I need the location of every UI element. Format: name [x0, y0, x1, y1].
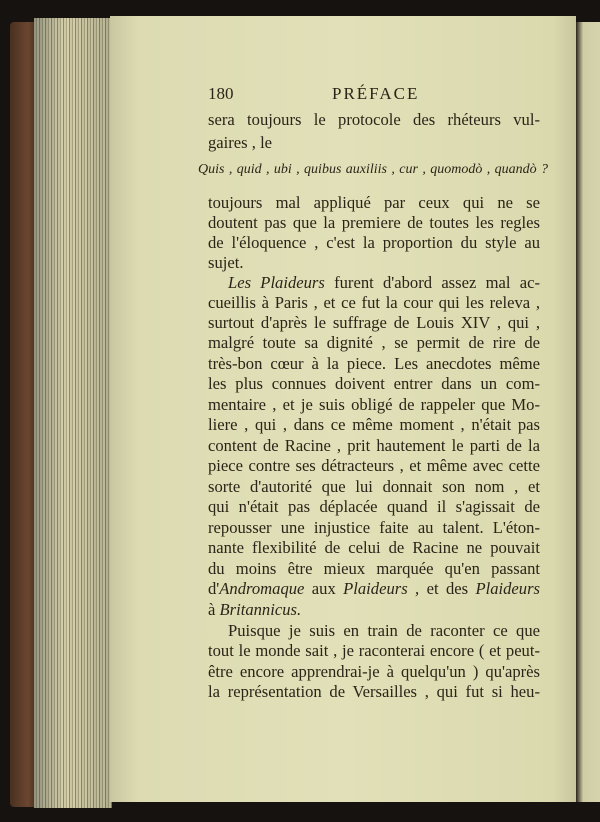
text-segment: du moins être mieux marquée qu'en passant	[208, 559, 540, 578]
text-segment: être encore apprendrai-je à quelqu'un ) qu'après	[208, 662, 540, 681]
text-line	[208, 621, 540, 641]
text-line	[208, 374, 540, 394]
text-line	[208, 436, 540, 456]
text-line	[208, 110, 540, 130]
text-segment: liere , qui , dans ce même moment , n'était pas	[208, 415, 540, 434]
text-segment: sorte d'autorité que lui donnait son nom , et	[208, 477, 540, 496]
text-segment: la représentation de Versailles , qui fut si heu-	[208, 682, 540, 701]
text-segment: cueillis à Paris , et ce fut la cour qui les releva ,	[208, 293, 540, 312]
text-line	[208, 253, 540, 273]
text-segment: piece contre ses détracteurs , et même avec cette	[208, 456, 540, 475]
facing-page-edge	[576, 22, 600, 802]
text-segment: de l'éloquence , c'est la proportion du style au	[208, 233, 540, 252]
text-line	[208, 456, 540, 476]
text-line	[208, 354, 540, 374]
text-line	[208, 313, 540, 333]
text-line	[208, 273, 540, 293]
running-header	[208, 84, 540, 106]
text-segment: sera toujours le protocole des rhéteurs vul-	[208, 110, 540, 129]
text-line	[208, 559, 540, 579]
italic-text: Plaideurs	[475, 579, 540, 598]
text-segment: d'	[208, 579, 220, 598]
text-segment: doutent pas que la premiere de toutes les regles	[208, 213, 540, 232]
text-line	[208, 233, 540, 253]
text-line	[208, 133, 540, 153]
italic-text: Les Plaideurs	[228, 273, 325, 292]
italic-text: Britannicus.	[219, 600, 302, 619]
text-line	[208, 415, 540, 435]
text-segment: toujours mal appliqué par ceux qui ne se	[208, 193, 540, 212]
text-segment: content de Racine , prit hautement le parti de la	[208, 436, 540, 455]
text-segment: sujet.	[208, 253, 244, 272]
latin-quotation	[198, 160, 548, 180]
text-segment: qui n'était pas déplacée quand il s'agissait de	[208, 497, 540, 516]
text-segment: malgré toute sa dignité , se permit de rire de	[208, 333, 540, 352]
text-line	[208, 662, 540, 682]
text-segment: nante flexibilité de celui de Racine ne pouvait	[208, 538, 540, 557]
text-segment: repousser une injustice faite au talent. L'éton-	[208, 518, 540, 537]
italic-text: Plaideurs ,	[343, 579, 420, 598]
text-segment: tout le monde sait , je raconterai encore ( et peut-	[208, 641, 540, 660]
text-segment: Puisque je suis en train de raconter ce que	[228, 621, 540, 640]
text-segment: surtout d'après le suffrage de Louis XIV , qui ,	[208, 313, 540, 332]
text-line	[208, 333, 540, 353]
text-line	[208, 682, 540, 702]
page-number: 180	[208, 84, 234, 103]
text-segment: et des	[419, 579, 476, 598]
text-line	[208, 193, 540, 213]
text-segment: furent d'abord assez mal ac-	[324, 273, 540, 292]
text-line	[208, 497, 540, 517]
text-segment: gaires , le	[208, 133, 273, 152]
text-line	[208, 477, 540, 497]
page-stack-shade	[34, 18, 112, 808]
text-line	[208, 600, 540, 620]
text-line	[208, 395, 540, 415]
text-line	[208, 579, 540, 599]
running-title: PRÉFACE	[332, 84, 420, 103]
text-segment: mentaire , et je suis obligé de rappeler que Mo-	[208, 395, 540, 414]
text-line	[208, 518, 540, 538]
italic-text: Andromaque	[219, 579, 305, 598]
text-segment: les plus connues doivent entrer dans un com-	[208, 374, 540, 393]
text-line	[208, 641, 540, 661]
text-segment: à	[208, 600, 220, 619]
text-segment: très-bon cœur à la piece. Les anecdotes même	[208, 354, 540, 373]
text-segment: aux	[304, 579, 344, 598]
text-line	[208, 293, 540, 313]
text-line	[208, 538, 540, 558]
text-segment: Quis , quid , ubi , quibus auxiliis , cur , quomodò , quandò ?	[198, 162, 548, 177]
text-line	[208, 213, 540, 233]
